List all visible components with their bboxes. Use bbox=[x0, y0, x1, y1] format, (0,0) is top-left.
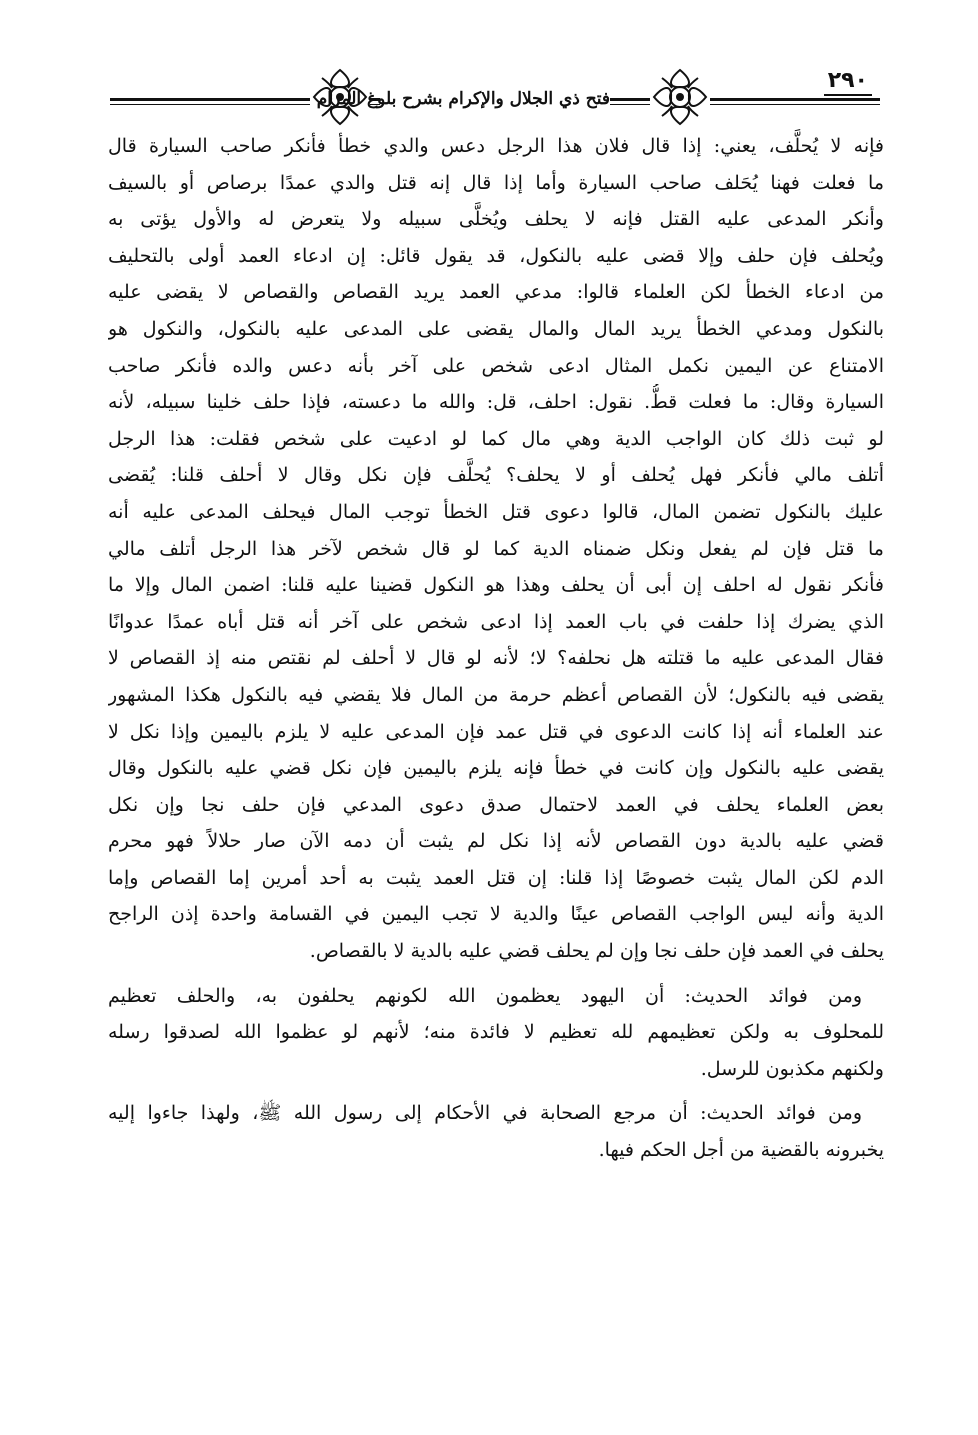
main-text bbox=[108, 128, 884, 1169]
page-number: ٢٩٠ bbox=[824, 68, 872, 96]
paragraph bbox=[108, 978, 884, 1088]
paragraph-gap bbox=[108, 970, 884, 978]
text-line: يخبرونه بالقضية من أجل الحكم فيها. bbox=[598, 1139, 884, 1162]
text-line: عند العلماء أنه إذا كانت الدعوى في قتل عمد فإن المدعى عليه لا يلزم باليمين وإذا نكل لا bbox=[108, 720, 884, 743]
text-line: ولكنهم مكذبون للرسل. bbox=[700, 1057, 884, 1080]
text-line: الذي يضرك إذا حلفت في باب العمد إذا ادعى شخص على آخر أنه قتل أباه عمدًا عدوانًا bbox=[108, 610, 884, 633]
text-line: وأنكر المدعى عليه القتل فإنه لا يحلف ويُخلَّى سبيله ولا يتعرض له والأول يؤتى به bbox=[108, 208, 884, 231]
text-line: ما فعلت فهنا يُحَلف صاحب السيارة وأما إذا قال إنه قتل والدي عمدًا برصاص أو بالسيف bbox=[108, 171, 884, 194]
text-line: بعض العلماء يحلف في العمد لاحتمال صدق دعوى المدعي فإن حلف نجا وإن نكل bbox=[108, 793, 884, 816]
paragraph bbox=[108, 1095, 884, 1168]
paragraph-gap bbox=[108, 1087, 884, 1095]
text-line: لو ثبت ذلك كان الواجب الدية وهي مال كما لو ادعيت على شخص فقلت: هذا الرجل bbox=[108, 427, 884, 450]
text-line: ما قتل فإن لم يفعل ونكل ضمناه الدية كما لو قال شخص لآخر هذا الرجل أتلف مالي bbox=[108, 537, 884, 560]
page-header bbox=[110, 58, 880, 130]
text-line: فأنكر نقول له احلف إن أبى أن يحلف وهذا هو النكول قضينا عليه قلنا: اضمن المال وإلا ما bbox=[108, 574, 884, 597]
text-line: السيارة وقال: ما فعلت قطُّ. نقول: احلف، قل: والله ما دعسته، فإذا حلف خلينا سبيله، لأنه bbox=[108, 391, 884, 414]
text-line: للمحلوف به ولكن تعظيمهم لله تعظيم لا فائدة منه؛ لأنهم لو عظموا الله لصدقوا رسله bbox=[108, 1021, 884, 1044]
book-title: فتح ذي الجلال والإكرام بشرح بلوغ المرام bbox=[380, 84, 610, 114]
text-line: أتلف مالي فأنكر فهل يُحلف أو لا يحلف؟ يُحلَّف فإن نكل وقال لا أحلف قلنا: يُقضى bbox=[108, 464, 884, 487]
text-line: الدية وأنه ليس الواجب القصاص عينًا والدية لا تجب اليمين في القسامة واحدة إذن الراجح bbox=[108, 903, 884, 926]
text-line: ويُحلف فإن حلف وإلا قضى عليه بالنكول، قد يقول قائل: إن ادعاء العمد أولى بالتحليف bbox=[108, 244, 884, 267]
text-line: ومن فوائد الحديث: أن مرجع الصحابة في الأحكام إلى رسول الله ﷺ، ولهذا جاءوا إليه bbox=[108, 1102, 862, 1125]
text-line: الامتناع عن اليمين نكمل المثال ادعى شخص على آخر بأنه دعس والده فأنكر صاحب bbox=[108, 354, 884, 377]
text-line: فإنه لا يُحلَّف، يعني: إذا قال فلان هذا الرجل دعس والدي خطأ فأنكر صاحب السيارة قال bbox=[108, 135, 884, 157]
ornament-right-icon bbox=[650, 66, 710, 128]
text-line: فقال المدعى عليه ما قتلته هل نحلفه؟ لا؛ لأنه لو قال لا أحلف لم نقتص منه إذ القصاص لا bbox=[108, 647, 884, 670]
text-line: يقضى فيه بالنكول؛ لأن القصاص أعظم حرمة من المال فلا يقضي فيه بالنكول هكذا المشهور bbox=[108, 683, 884, 706]
text-line: من ادعاء الخطأ لكن العلماء قالوا: مدعي العمد يريد القصاص والقصاص لا يقضى عليه bbox=[108, 281, 884, 304]
text-line: يقضى عليه بالنكول وإن كانت في خطأ فإنه يلزم باليمين فإن نكل قضي عليه بالنكول وقال bbox=[108, 757, 884, 780]
text-line: بالنكول ومدعي الخطأ يريد المال والمال يقضى على المدعى عليه بالنكول، والنكول هو bbox=[108, 317, 884, 340]
text-line: ومن فوائد الحديث: أن اليهود يعظمون الله لكونهم يحلفون به، والحلف تعظيم bbox=[108, 984, 862, 1007]
text-line: الدم لكن المال يثبت خصوصًا إذا قلنا: إن قتل العمد يثبت به أحد أمرين إما القصاص وإما bbox=[108, 866, 884, 889]
paragraph bbox=[108, 128, 884, 970]
text-line: قضي عليه بالدية دون القصاص لأنه إذا نكل لم يثبت أن دمه الآن صار حلالاً فهو محرم bbox=[108, 830, 884, 853]
text-line: يحلف في العمد فإن حلف نجا وإن لم يحلف قضي عليه بالدية لا بالقصاص. bbox=[309, 940, 884, 963]
text-line: عليك بالنكول تضمن المال، قالوا دعوى قتل الخطأ توجب المال فيحلف المدعى عليه أنه bbox=[108, 500, 884, 523]
